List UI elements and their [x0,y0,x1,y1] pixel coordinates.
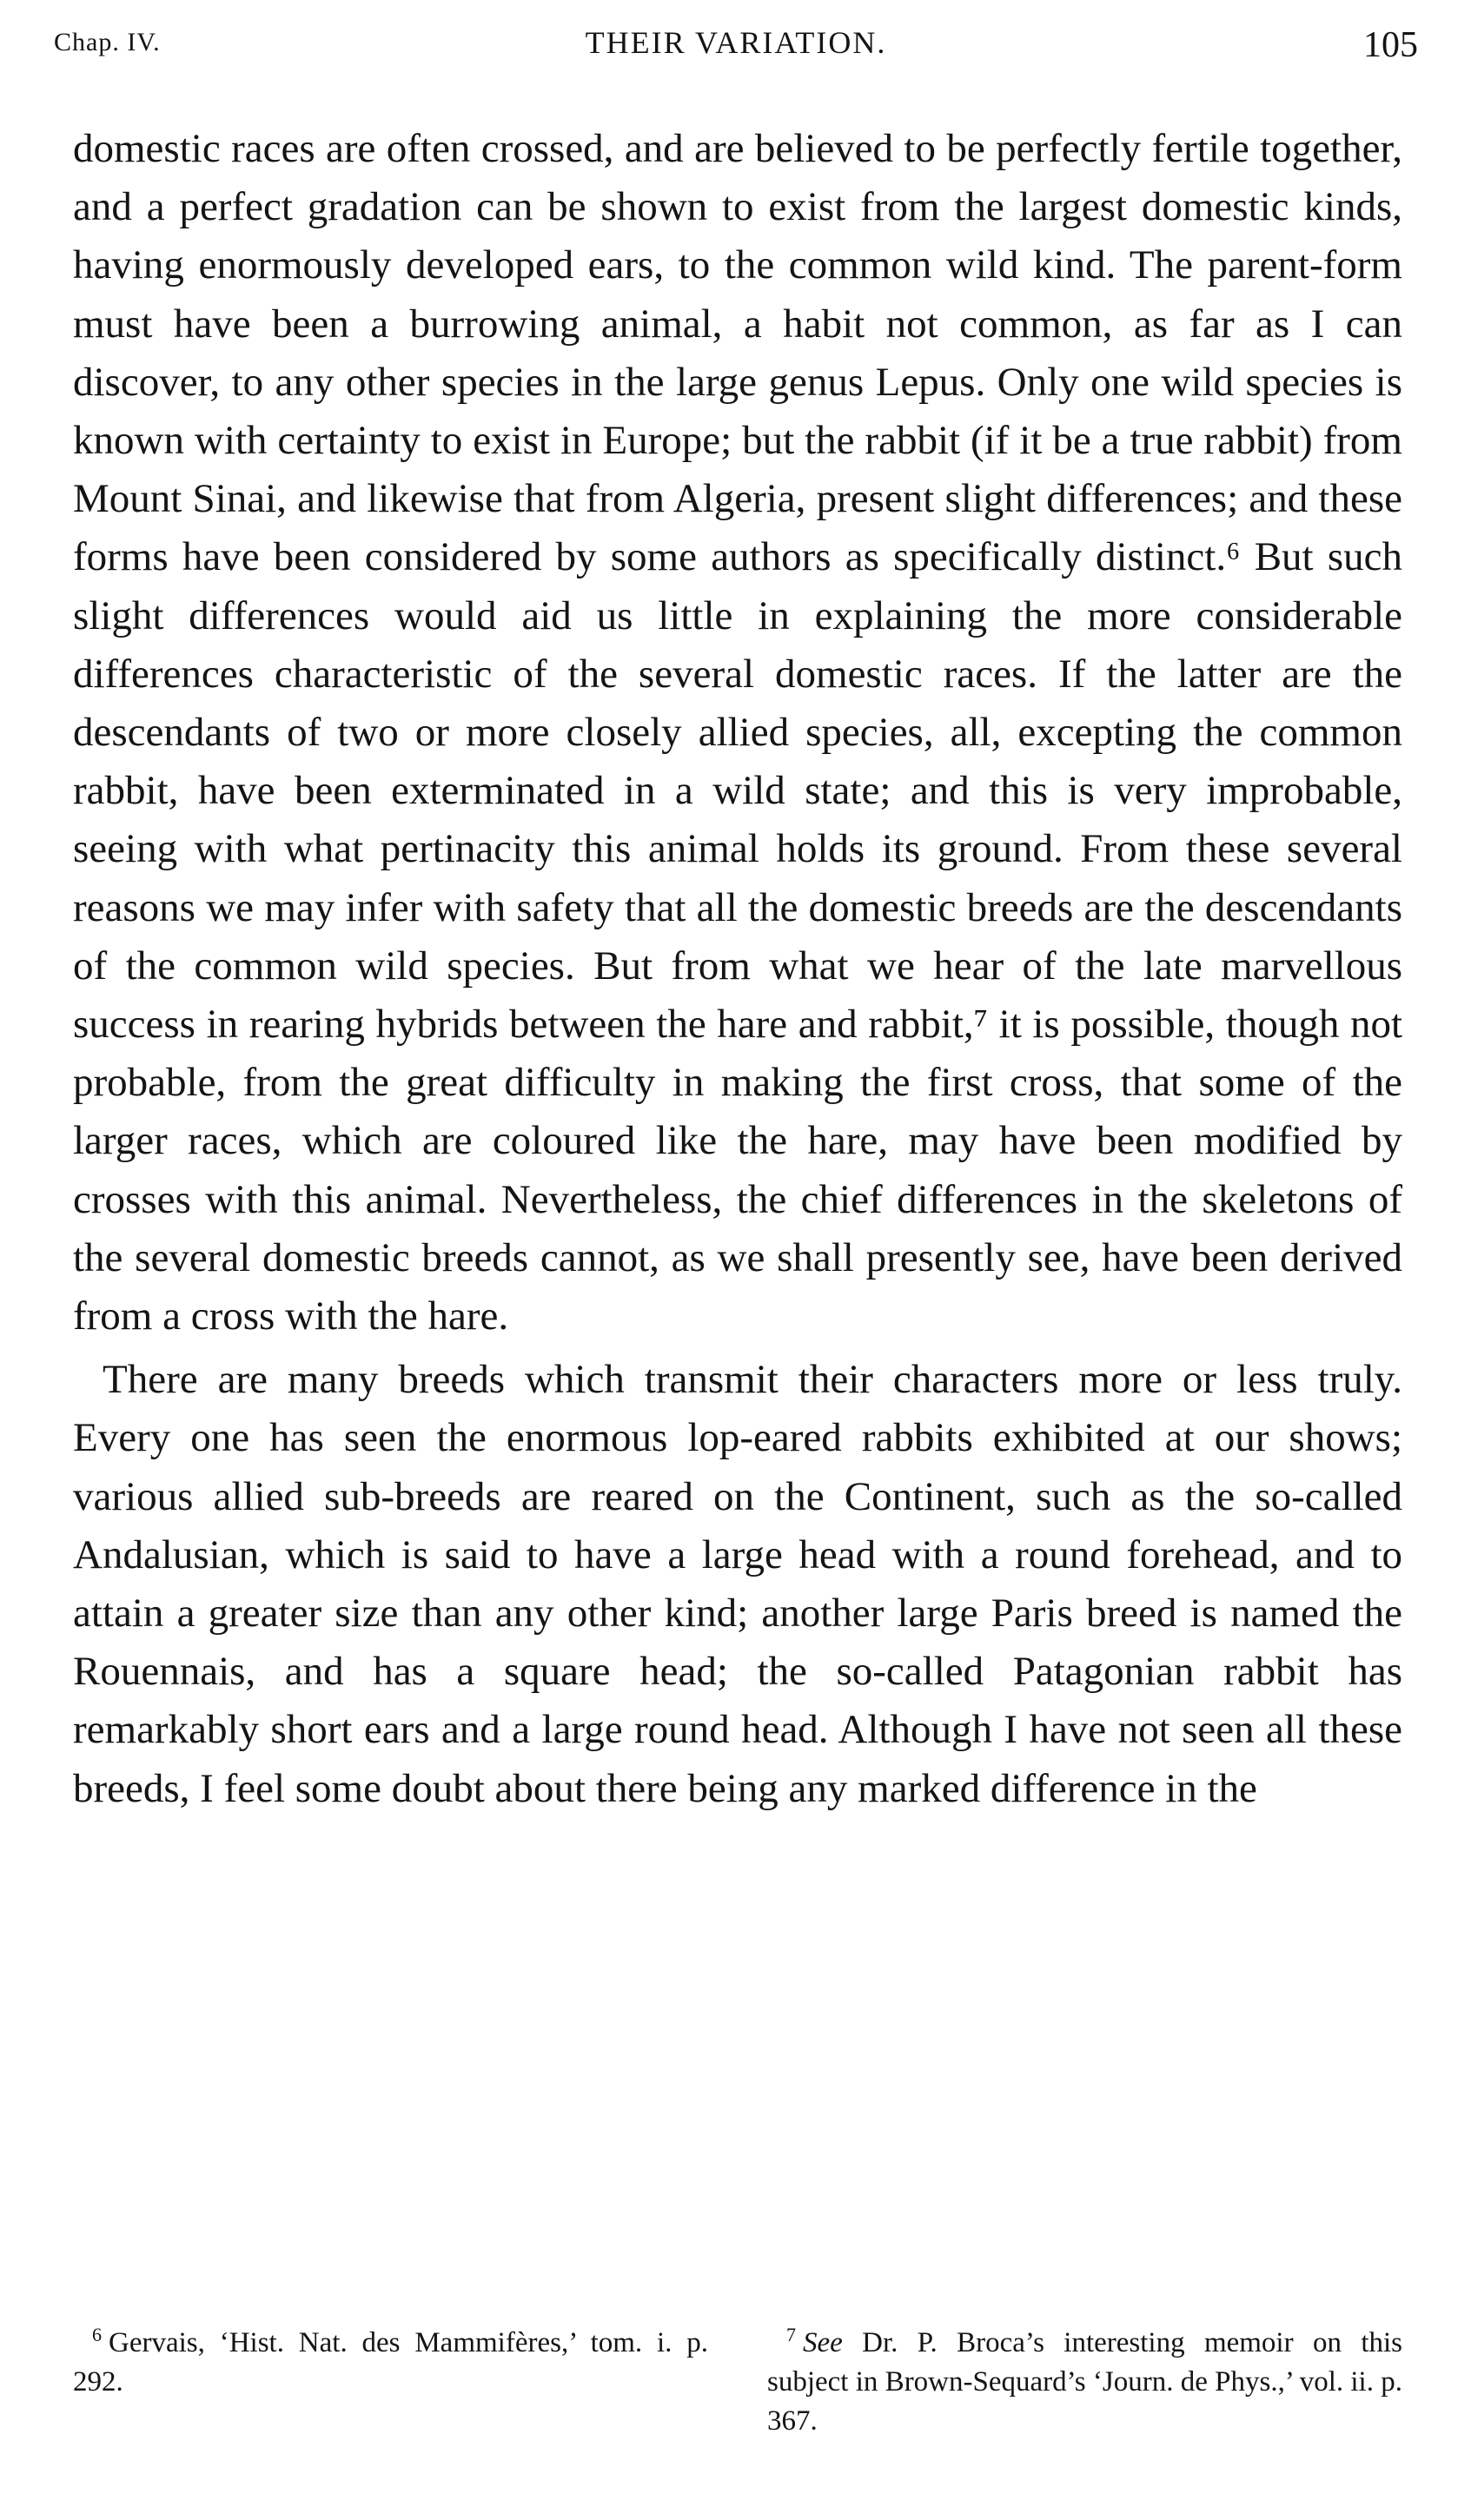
running-title: THEIR VARIATION. [585,25,887,60]
running-head [54,24,1418,68]
chapter-label: Chap. IV. [54,28,161,56]
footnote [73,2315,708,2402]
page-number: 105 [1363,25,1418,65]
footnote-text: Dr. P. Broca’s interesting memoir on this subject in Brown-Sequard’s ‘Journ. de Phys.,’ vol. ii. p. 367. [767,2327,1403,2437]
footnote-marker: 7 [786,2324,796,2345]
paragraph: There are many breeds which transmit their characters more or less truly. Every one has seen the enormous lop-eared rabbits exhibited at our shows; various allied sub-breeds are reared on the Continent, such as the so-called Andalusian, which is said to have a large head with a round forehead, and to attain a greater size than any other kind; another large Paris breed is named the Rouennais, and has a square head; the so-called Patagonian rabbit has remarkably short ears and a large round head. Although I have not seen all these breeds, I feel some doubt about there being any marked difference in the [73,1357,1402,1811]
footnote-text: Gervais, ‘Hist. Nat. des Mammifères,’ tom. i. p. 292. [73,2327,708,2398]
footnote-marker: 6 [92,2324,102,2345]
footnote [767,2315,1402,2441]
footnotes [73,2315,1402,2441]
paragraph: domestic races are often crossed, and are believed to be perfectly fertile together, and a perfect gradation can be shown to exist from the largest domestic kinds, having enormously developed ears, to the common wild kind. The parent-form must have been a burrowing animal, a habit not common, as far as I can discover, to any other species in the large genus Lepus. Only one wild species is known with certainty to exist in Europe; but the rabbit (if it be a true rabbit) from Mount Sinai, and likewise that from Algeria, present slight differences; and these forms have been considered by some authors as specifically distinct.⁶ But such slight differences would aid us little in explaining the more considerable differences characteristic of the several domestic races. If the latter are the descendants of two or more closely allied species, all, excepting the common rabbit, have been exterminated in a wild state; and this is very improbable, seeing with what pertinacity this animal holds its ground. From these several reasons we may infer with safety that all the domestic breeds are the descendants of the common wild species. But from what we hear of the late marvellous success in rearing hybrids between the hare and rabbit,⁷ it is possible, though not probable, from the great difficulty in making the first cross, that some of the larger races, which are coloured like the hare, may have been modified by crosses with this animal. Nevertheless, the chief differences in the skeletons of the several domestic breeds cannot, as we shall presently see, have been derived from a cross with the hare. [73,126,1402,1339]
body-text [73,120,1402,1818]
footnote-see: See [803,2327,843,2358]
